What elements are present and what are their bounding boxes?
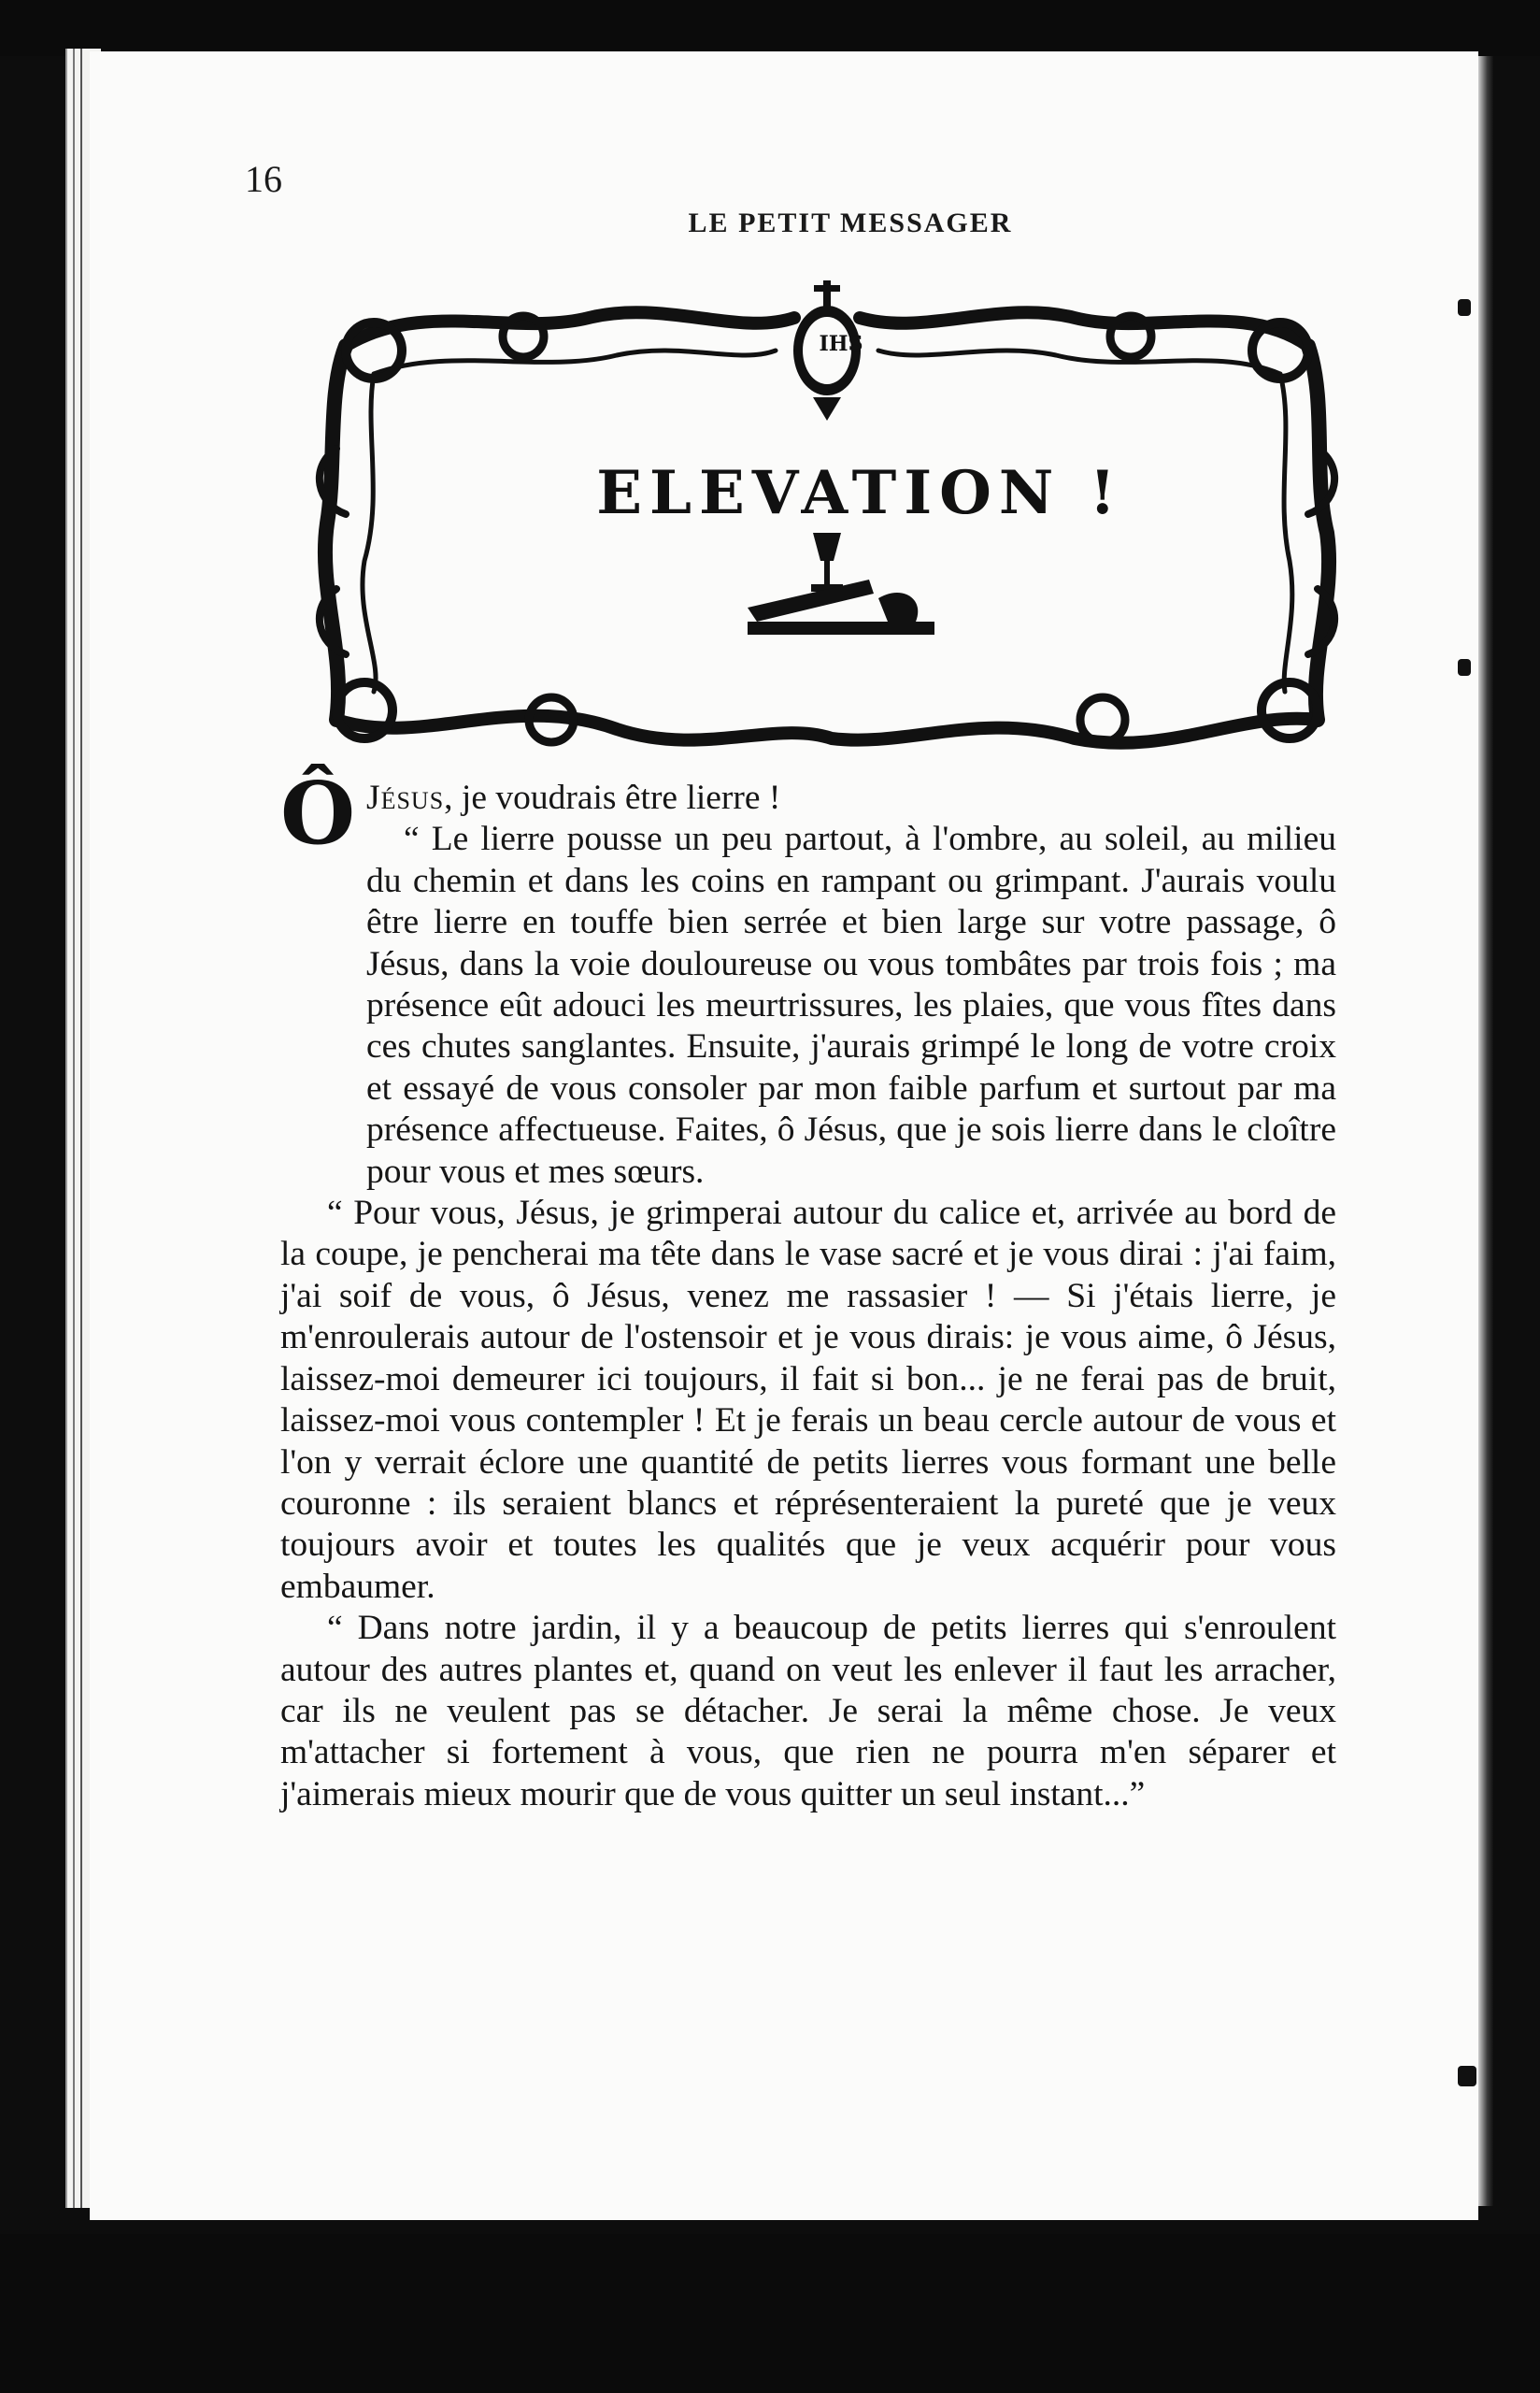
scan-border-top	[0, 0, 1540, 56]
article-body	[280, 763, 1336, 1815]
binding-mark	[1458, 2066, 1476, 2086]
binding-shadow	[1478, 56, 1493, 2206]
paragraph: “ Dans notre jardin, il y a beaucoup de petits lierres qui s'enroulent autour des autres plantes et, quand on veut les enlever il faut les arracher, car ils ne veulent pas se détacher. Je serai la même chose. Je veux m'attacher si fortement à vous, que rien ne pourra m'en séparer et j'aimerais mieux mourir que de vous quitter un seul instant...”	[280, 1609, 1336, 1813]
scan-border-bottom	[0, 2234, 1540, 2393]
running-head: LE PETIT MESSAGER	[688, 208, 1013, 238]
binding-mark	[1458, 299, 1471, 316]
article-title: ELEVATION !	[596, 458, 1123, 528]
page-number: 16	[245, 158, 282, 200]
first-word: Jésus	[366, 779, 445, 817]
paragraph: “ Pour vous, Jésus, je grimperai autour du calice et, arrivée au bord de la coupe, je pencherai ma tête dans le vase sacré et je vous dirai : j'ai faim, j'ai soif de vous, ô Jésus, venez me rassasier ! — Si j'étais lierre, je m'enroulerais autour de l'ostensoir et je vous dirais: je vous aime, ô Jésus, laissez-moi demeurer ici toujours, il fait si bon... je ne ferai pas de bruit, laissez-moi vous contempler ! Et je ferais un beau cercle autour de vous et l'on y verrait éclore une quantité de petits lierres vous formant une belle couronne : ils seraient blancs et réprésenteraient la pureté que je veux toujours avoir et toutes les qualités que je veux acquérir pour vous embaumer.	[280, 1194, 1336, 1606]
opening-text: , je voudrais être lierre !	[444, 779, 781, 817]
opening-line	[280, 763, 1336, 864]
ihs-monogram: IHS	[819, 332, 863, 356]
binding-mark	[1458, 659, 1471, 676]
paragraph: “ Le lierre pousse un peu partout, à l'ombre, au soleil, au milieu du chemin et dans les coins en rampant ou grimpant. J'aurais voulu être lierre en touffe bien serrée et bien large sur votre passage, ô Jésus, dans la voie douloureuse ou vous tombâtes par trois fois ; ma présence eût adouci les meurtrissures, les plaies, que vous fîtes dans ces chutes sanglantes. Ensuite, j'aurais grimpé le long de votre croix et essayé de vous consoler par mon faible parfum et surtout par ma présence affectueuse. Faites, ô Jésus, que je sois lierre dans le cloître pour vous et mes sœurs.	[366, 820, 1336, 1191]
drop-cap: Ô	[280, 763, 356, 864]
